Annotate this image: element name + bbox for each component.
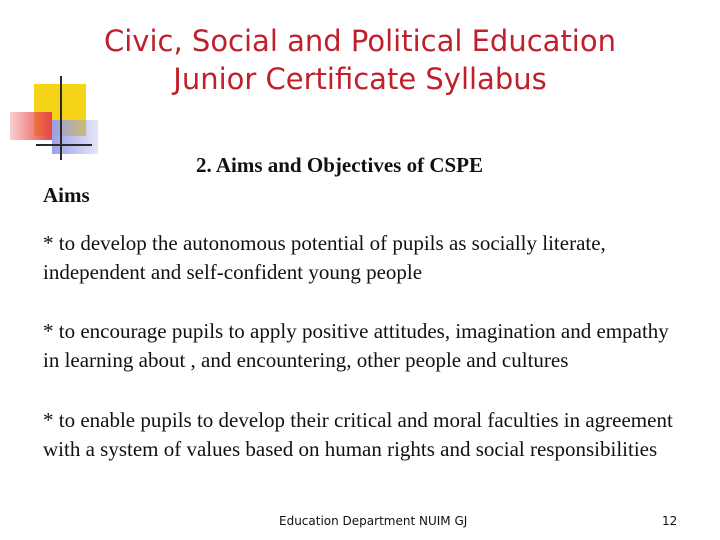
blue-square — [52, 120, 98, 154]
aims-list — [43, 229, 683, 494]
aims-heading: Aims — [43, 183, 90, 207]
page-number: 12 — [662, 514, 678, 528]
horizontal-line — [36, 144, 92, 146]
aim-item: * to encourage pupils to apply positive attitudes, imagination and empathy in learning about , and encountering, other people and cultures — [43, 319, 669, 372]
red-square — [10, 112, 52, 140]
footer-text: Education Department NUIM GJ — [279, 514, 468, 528]
aim-item: * to develop the autonomous potential of pupils as socially literate, independent and self-confident young people — [43, 231, 606, 284]
slide-title — [40, 22, 680, 98]
title-line-1: Civic, Social and Political Education — [104, 24, 616, 58]
title-line-2: Junior Certificate Syllabus — [173, 62, 547, 96]
slide-subtitle: 2. Aims and Objectives of CSPE — [196, 153, 484, 177]
aim-item: * to enable pupils to develop their critical and moral faculties in agreement with a system of values based on human rights and social responsibilities — [43, 408, 673, 461]
